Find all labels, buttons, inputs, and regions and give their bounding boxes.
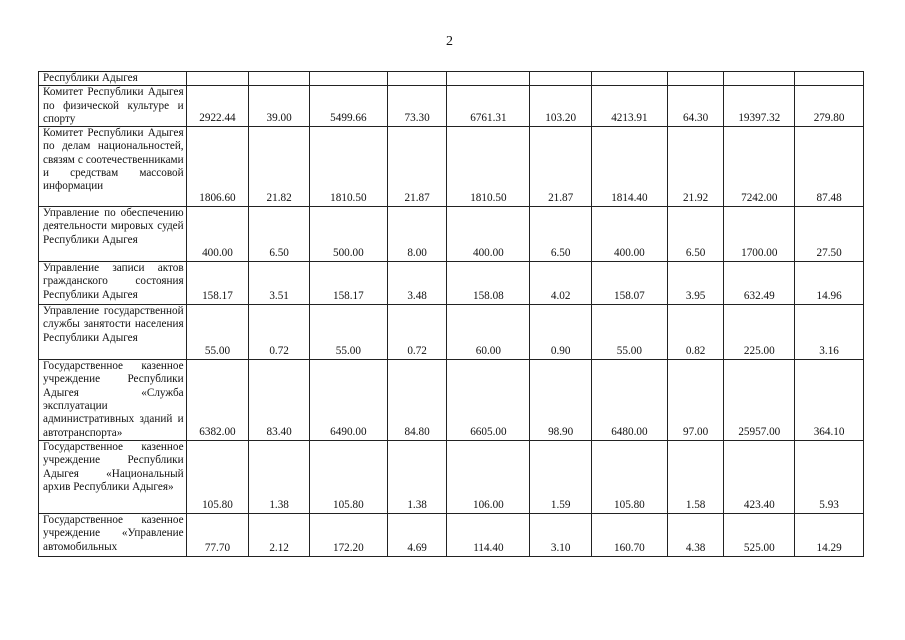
table-cell: 4.69 bbox=[387, 513, 447, 556]
table-cell: 6490.00 bbox=[309, 360, 387, 441]
table-cell: 400.00 bbox=[591, 207, 667, 262]
table-cell: 21.92 bbox=[667, 127, 724, 207]
row-name: Государственное казенное учреждение Республики Адыгея «Служба эксплуатации административных зданий и автотранспорта» bbox=[39, 360, 187, 441]
row-name: Управление записи актов гражданского состояния Республики Адыгея bbox=[39, 262, 187, 305]
table-cell: 14.29 bbox=[795, 513, 864, 556]
row-name: Управление государственной службы занятости населения Республики Адыгея bbox=[39, 305, 187, 360]
table-cell bbox=[309, 72, 387, 86]
row-name: Государственное казенное учреждение «Управление автомобильных bbox=[39, 513, 187, 556]
table-cell: 4213.91 bbox=[591, 86, 667, 127]
budget-table bbox=[38, 71, 864, 557]
table-cell: 84.80 bbox=[387, 360, 447, 441]
table-cell: 3.48 bbox=[387, 262, 447, 305]
table-cell bbox=[249, 72, 310, 86]
table-cell: 105.80 bbox=[591, 440, 667, 513]
table-cell: 1814.40 bbox=[591, 127, 667, 207]
table-cell: 19397.32 bbox=[724, 86, 795, 127]
table-cell: 7242.00 bbox=[724, 127, 795, 207]
table-row bbox=[39, 262, 864, 305]
table-row bbox=[39, 86, 864, 127]
table-cell: 6480.00 bbox=[591, 360, 667, 441]
table-cell: 105.80 bbox=[186, 440, 249, 513]
row-name: Комитет Республики Адыгея по физической культуре и спорту bbox=[39, 86, 187, 127]
table-cell: 1806.60 bbox=[186, 127, 249, 207]
row-name: Государственное казенное учреждение Республики Адыгея «Национальный архив Республики Адыгея» bbox=[39, 440, 187, 513]
table-cell: 158.17 bbox=[186, 262, 249, 305]
table-cell: 4.38 bbox=[667, 513, 724, 556]
table-cell: 98.90 bbox=[530, 360, 592, 441]
table-cell: 158.08 bbox=[447, 262, 530, 305]
table-row bbox=[39, 305, 864, 360]
table-cell: 158.07 bbox=[591, 262, 667, 305]
table-cell: 5499.66 bbox=[309, 86, 387, 127]
table-cell: 1.38 bbox=[249, 440, 310, 513]
table-cell: 8.00 bbox=[387, 207, 447, 262]
table-cell bbox=[530, 72, 592, 86]
table-cell: 1.59 bbox=[530, 440, 592, 513]
table-cell: 77.70 bbox=[186, 513, 249, 556]
table-cell: 158.17 bbox=[309, 262, 387, 305]
table-cell: 400.00 bbox=[186, 207, 249, 262]
table-cell: 500.00 bbox=[309, 207, 387, 262]
table-cell: 0.90 bbox=[530, 305, 592, 360]
table-cell: 60.00 bbox=[447, 305, 530, 360]
row-name: Управление по обеспечению деятельности мировых судей Республики Адыгея bbox=[39, 207, 187, 262]
table-cell: 4.02 bbox=[530, 262, 592, 305]
table-cell: 14.96 bbox=[795, 262, 864, 305]
table-cell: 114.40 bbox=[447, 513, 530, 556]
table-cell: 6761.31 bbox=[447, 86, 530, 127]
table-cell: 279.80 bbox=[795, 86, 864, 127]
table-cell bbox=[186, 72, 249, 86]
table-cell: 3.16 bbox=[795, 305, 864, 360]
table-cell: 6.50 bbox=[249, 207, 310, 262]
row-name: Комитет Республики Адыгея по делам национальностей, связям с соотечественниками и средствам массовой информации bbox=[39, 127, 187, 207]
table-cell bbox=[447, 72, 530, 86]
table-cell: 25957.00 bbox=[724, 360, 795, 441]
table-cell: 27.50 bbox=[795, 207, 864, 262]
table-cell: 64.30 bbox=[667, 86, 724, 127]
table-cell bbox=[387, 72, 447, 86]
table-cell: 0.72 bbox=[387, 305, 447, 360]
table-cell: 5.93 bbox=[795, 440, 864, 513]
table-cell: 3.10 bbox=[530, 513, 592, 556]
table-cell: 1810.50 bbox=[309, 127, 387, 207]
table-row bbox=[39, 360, 864, 441]
page-number: 2 bbox=[446, 34, 453, 49]
table-cell bbox=[667, 72, 724, 86]
table-cell: 1810.50 bbox=[447, 127, 530, 207]
table-cell: 225.00 bbox=[724, 305, 795, 360]
table-cell: 55.00 bbox=[591, 305, 667, 360]
table-cell: 39.00 bbox=[249, 86, 310, 127]
table-cell: 55.00 bbox=[186, 305, 249, 360]
table-cell: 83.40 bbox=[249, 360, 310, 441]
table-cell: 3.95 bbox=[667, 262, 724, 305]
table-cell: 106.00 bbox=[447, 440, 530, 513]
table-cell: 1700.00 bbox=[724, 207, 795, 262]
table-cell: 6382.00 bbox=[186, 360, 249, 441]
table-cell bbox=[795, 72, 864, 86]
table-row bbox=[39, 207, 864, 262]
table-cell: 172.20 bbox=[309, 513, 387, 556]
table-cell: 2.12 bbox=[249, 513, 310, 556]
table-cell: 21.87 bbox=[530, 127, 592, 207]
table-cell: 400.00 bbox=[447, 207, 530, 262]
table-cell: 1.58 bbox=[667, 440, 724, 513]
table-cell: 87.48 bbox=[795, 127, 864, 207]
table-cell: 0.82 bbox=[667, 305, 724, 360]
table-cell: 6605.00 bbox=[447, 360, 530, 441]
table-cell: 423.40 bbox=[724, 440, 795, 513]
table-cell: 632.49 bbox=[724, 262, 795, 305]
table-cell: 97.00 bbox=[667, 360, 724, 441]
table-cell: 21.82 bbox=[249, 127, 310, 207]
table-cell: 6.50 bbox=[530, 207, 592, 262]
header-fragment-row bbox=[39, 72, 864, 86]
table-cell: 73.30 bbox=[387, 86, 447, 127]
table-cell: 21.87 bbox=[387, 127, 447, 207]
table-row bbox=[39, 127, 864, 207]
table-cell: 0.72 bbox=[249, 305, 310, 360]
table-cell: 3.51 bbox=[249, 262, 310, 305]
table-cell bbox=[591, 72, 667, 86]
table-row bbox=[39, 513, 864, 556]
table-cell: 1.38 bbox=[387, 440, 447, 513]
table-cell: 364.10 bbox=[795, 360, 864, 441]
table-row bbox=[39, 440, 864, 513]
table-cell: 105.80 bbox=[309, 440, 387, 513]
table-cell: 2922.44 bbox=[186, 86, 249, 127]
table-cell: 6.50 bbox=[667, 207, 724, 262]
row-name: Республики Адыгея bbox=[39, 72, 187, 86]
table-cell bbox=[724, 72, 795, 86]
table-cell: 55.00 bbox=[309, 305, 387, 360]
table-cell: 103.20 bbox=[530, 86, 592, 127]
table-cell: 160.70 bbox=[591, 513, 667, 556]
table-cell: 525.00 bbox=[724, 513, 795, 556]
